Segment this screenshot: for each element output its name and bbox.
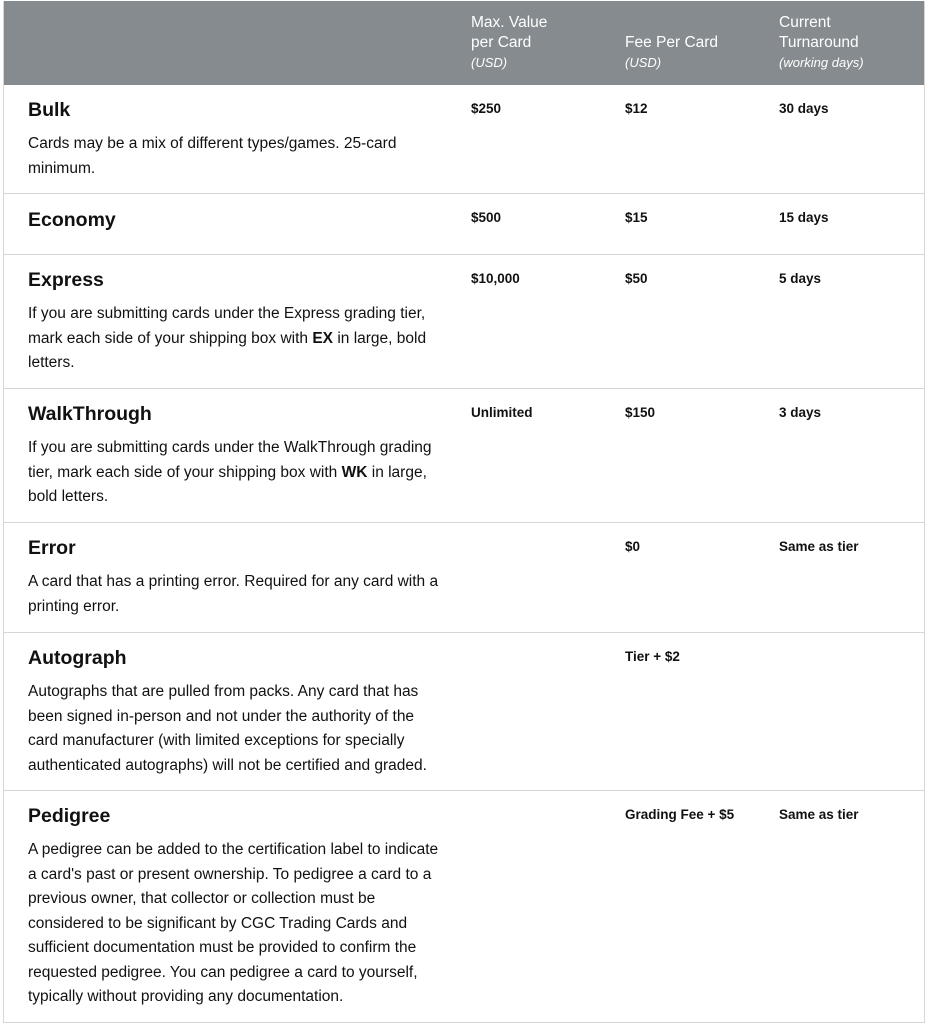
turnaround-cell: 3 days bbox=[779, 405, 822, 420]
header-fee-label: Fee Per Card bbox=[625, 34, 719, 51]
tier-description-text: If you are submitting cards under the Express grading tier, mark each side of your shipping box with bbox=[28, 305, 426, 347]
fee-cell: Tier + $2 bbox=[625, 649, 680, 664]
tier-description: Autographs that are pulled from packs. Any card that has been signed in-person and not under the authority of the card manufacturer (with limited exceptions for specially authenticated autographs) will not be certified and graded. bbox=[28, 683, 427, 774]
header-turnaround-line1: Current bbox=[779, 14, 831, 31]
tier-name: Express bbox=[28, 269, 104, 291]
tier-description: A pedigree can be added to the certification label to indicate a card's past or present ownership. To pedigree a card to a previous owner, that collector or collection must be considered to be significant by CGC Trading Cards and sufficient documentation must be provided to confirm the requested pedigree. You can pedigree a card to yourself, typically without providing any documentation. bbox=[28, 841, 439, 1005]
header-turnaround-unit: (working days) bbox=[779, 55, 864, 70]
max-value-cell: $10,000 bbox=[471, 271, 520, 286]
header-fee bbox=[625, 33, 755, 73]
table-row-bulk bbox=[4, 85, 924, 194]
grading-tier-table bbox=[3, 1, 925, 1023]
box-marking-code: EX bbox=[312, 329, 334, 347]
table-row-error bbox=[4, 523, 924, 633]
header-turnaround-line2: Turnaround bbox=[779, 34, 859, 51]
max-value-cell: Unlimited bbox=[471, 405, 533, 420]
header-max-value-unit: (USD) bbox=[471, 55, 508, 70]
tier-description: A card that has a printing error. Required for any card with a printing error. bbox=[28, 573, 439, 615]
table-row-express bbox=[4, 255, 924, 389]
tier-description-text-end: in large, bold letters. bbox=[28, 463, 427, 505]
turnaround-cell: 5 days bbox=[779, 271, 822, 286]
turnaround-cell: 15 days bbox=[779, 210, 829, 225]
tier-description-text-end: in large, bold letters. bbox=[28, 329, 427, 371]
table-row-pedigree bbox=[4, 791, 924, 1023]
header-turnaround bbox=[779, 13, 909, 73]
tier-description-text: If you are submitting cards under the WalkThrough grading tier, mark each side of your shipping box with bbox=[28, 439, 432, 481]
tier-description bbox=[28, 436, 440, 510]
max-value-cell: $500 bbox=[471, 210, 502, 225]
table-row-autograph bbox=[4, 633, 924, 791]
tier-name: Pedigree bbox=[28, 805, 111, 827]
header-max-value bbox=[471, 13, 601, 73]
tier-description: Cards may be a mix of different types/games. 25-card minimum. bbox=[28, 135, 397, 177]
fee-cell: Grading Fee + $5 bbox=[625, 807, 735, 822]
fee-cell: $150 bbox=[625, 405, 656, 420]
fee-cell: $15 bbox=[625, 210, 648, 225]
fee-cell: $0 bbox=[625, 539, 641, 554]
turnaround-cell: 30 days bbox=[779, 101, 829, 116]
tier-name: Error bbox=[28, 537, 76, 559]
fee-cell: $12 bbox=[625, 101, 648, 116]
tier-name: Autograph bbox=[28, 647, 127, 669]
header-fee-unit: (USD) bbox=[625, 55, 662, 70]
table-row-economy bbox=[4, 194, 924, 255]
tier-name: Bulk bbox=[28, 99, 71, 121]
tier-name: Economy bbox=[28, 209, 116, 231]
header-max-value-line2: per Card bbox=[471, 34, 532, 51]
fee-cell: $50 bbox=[625, 271, 648, 286]
tier-description bbox=[28, 302, 440, 376]
header-max-value-line1: Max. Value bbox=[471, 14, 548, 31]
table-row-walkthrough bbox=[4, 389, 924, 523]
box-marking-code: WK bbox=[341, 463, 368, 481]
max-value-cell: $250 bbox=[471, 101, 502, 116]
tier-name: WalkThrough bbox=[28, 403, 152, 425]
table-header bbox=[4, 1, 924, 85]
turnaround-cell: Same as tier bbox=[779, 539, 859, 554]
turnaround-cell: Same as tier bbox=[779, 807, 859, 822]
